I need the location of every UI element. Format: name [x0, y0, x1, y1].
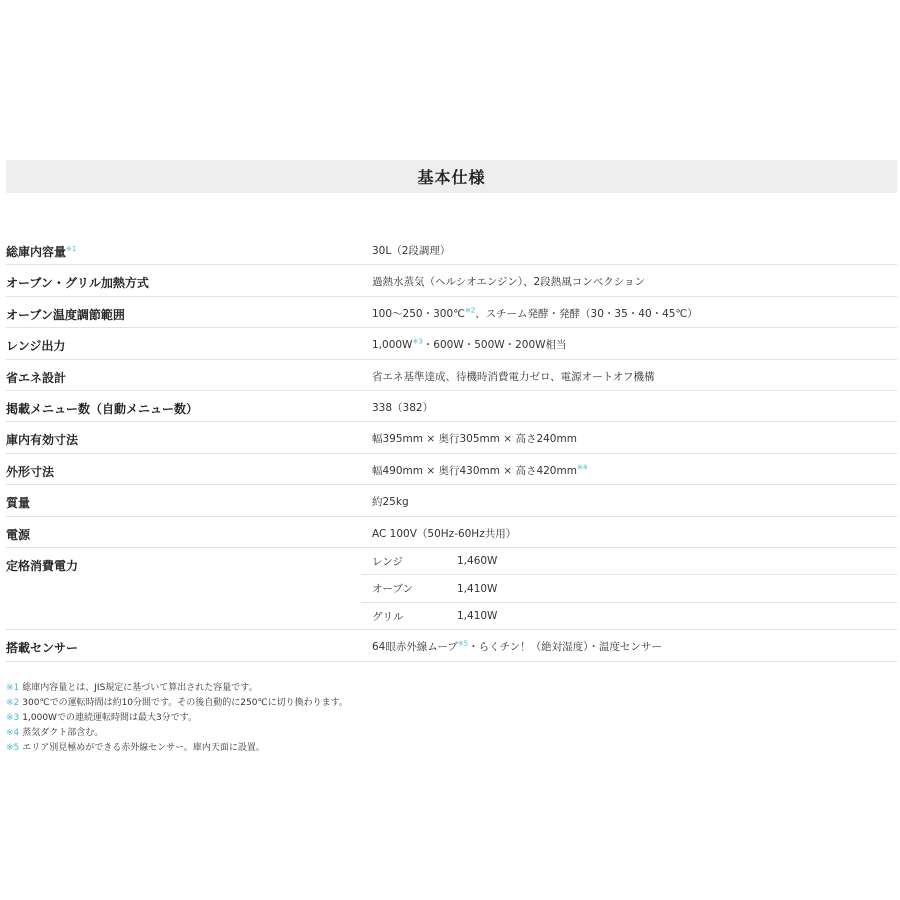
footnotes [6, 681, 348, 756]
power-item [361, 575, 897, 603]
spec-value: AC 100V（50Hz-60Hz共用） [372, 527, 517, 540]
spec-row-temperature [6, 297, 897, 328]
spec-row-exterior-size [6, 454, 897, 485]
footnote-mark: ※4 [6, 728, 20, 738]
footnote: ※4 蒸気ダクト部含む。 [6, 728, 104, 738]
spec-row-rated-power [6, 548, 897, 631]
section-header [6, 160, 897, 193]
note-mark: ※4 [576, 463, 588, 472]
power-item-name: オーブン [372, 583, 414, 596]
spec-row-menus [6, 391, 897, 422]
power-item [361, 603, 897, 630]
spec-value: 1,000W$^{※3}$・600W・500W・200W相当 [372, 337, 567, 352]
note-mark: ※5 [457, 639, 469, 648]
spec-row-power-source [6, 517, 897, 548]
footnote: ※5 エリア別見極めができる赤外線センサー。庫内天面に設置。 [6, 743, 265, 753]
power-values [361, 548, 897, 630]
spec-row-interior-size [6, 422, 897, 453]
spec-value: 30L（2段調理） [372, 245, 451, 257]
footnote-mark: ※2 [6, 698, 20, 708]
footnote: ※3 1,000Wでの連続運転時間は最大3分です。 [6, 713, 197, 723]
spec-label: オーブン温度調節範囲 [6, 307, 125, 322]
spec-label: レンジ出力 [6, 339, 66, 354]
footnote-mark: ※1 [6, 683, 20, 693]
spec-label: 電源 [6, 527, 31, 542]
spec-value: 約25kg [372, 496, 409, 509]
spec-label: 質量 [6, 496, 31, 511]
note-mark: ※2 [464, 306, 476, 315]
footnote: ※1 総庫内容量とは、JIS規定に基づいて算出された容量です。 [6, 683, 258, 693]
power-item-value: 1,410W [457, 582, 498, 595]
footnote-mark: ※5 [6, 743, 20, 753]
power-item [361, 548, 897, 576]
spec-label: 庫内有効寸法 [6, 433, 79, 448]
spec-value: 100〜250・300℃$^{※2}$、スチーム発酵・発酵（30・35・40・45℃） [372, 306, 698, 320]
spec-value: 幅395mm × 奥行305mm × 高さ240mm [372, 433, 577, 446]
power-item-value: 1,410W [457, 610, 498, 623]
spec-label: 省エネ設計 [6, 370, 67, 385]
section-title: 基本仕様 [417, 168, 486, 187]
footnote-mark: ※3 [6, 713, 20, 723]
spec-row-energy [6, 360, 897, 391]
note-mark: ※3 [412, 337, 423, 346]
spec-value: 64眼赤外線ムーブ$^{※5}$・らくチン！（絶対湿度）・温度センサー [372, 639, 662, 654]
spec-value: 過熱水蒸気（ヘルシオエンジン）、2段熱風コンベクション [372, 276, 646, 289]
spec-value: 省エネ基準達成、待機時消費電力ゼロ、電源オートオフ機構 [372, 370, 655, 383]
spec-value: 幅490mm × 奥行430mm × 高さ420mm$^{※4}$ [372, 463, 588, 477]
spec-table [6, 234, 897, 662]
power-item-value: 1,460W [457, 555, 498, 568]
spec-label: 定格消費電力 [6, 558, 79, 573]
footnote: ※2 300℃での運転時間は約10分間です。その後自動的に250℃に切り換わります。 [6, 698, 348, 708]
note-mark: ※1 [66, 245, 77, 253]
spec-row-sensor [6, 630, 897, 661]
spec-label: 外形寸法 [6, 464, 55, 479]
power-item-name: グリル [372, 610, 404, 623]
spec-row-range-output [6, 328, 897, 359]
spec-label: 掲載メニュー数（自動メニュー数） [6, 401, 199, 416]
spec-value: 338（382） [372, 401, 434, 414]
spec-row-heating [6, 265, 897, 296]
power-item-name: レンジ [372, 555, 403, 568]
spec-row-capacity [6, 234, 897, 265]
spec-label: 搭載センサー [6, 641, 79, 656]
spec-row-weight [6, 485, 897, 516]
spec-label: 総庫内容量$^{※1}$ [6, 245, 77, 259]
spec-label: オーブン・グリル加熱方式 [6, 276, 149, 291]
